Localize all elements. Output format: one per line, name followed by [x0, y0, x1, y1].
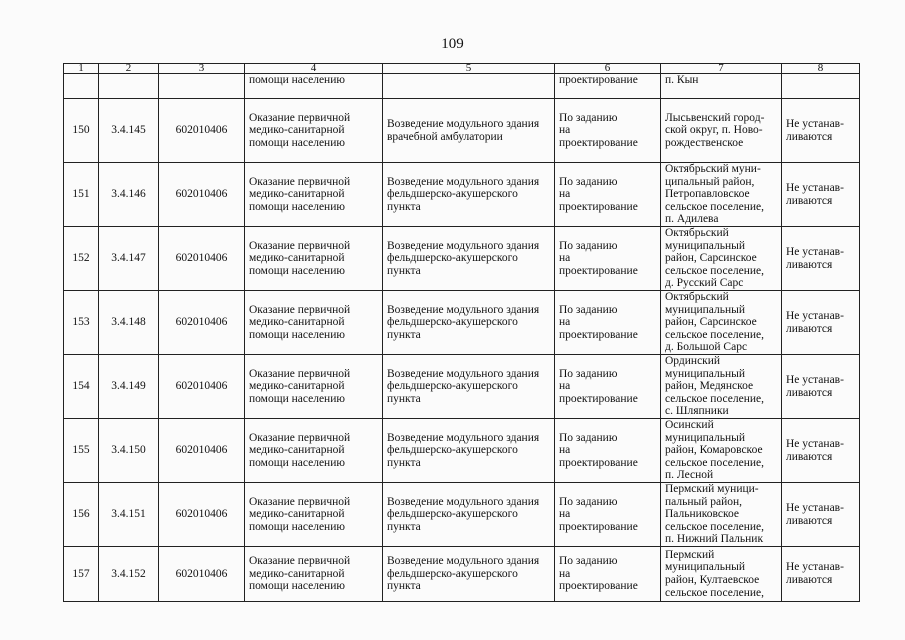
service-cell: помощи населению [245, 74, 383, 99]
location-line: сельское поселение, [665, 520, 764, 533]
action-line: Возведение модульного здания [387, 303, 540, 316]
action-cell [383, 547, 555, 602]
table-row [64, 99, 860, 163]
column-header: 1 [64, 64, 99, 74]
table-row [64, 291, 860, 355]
location-line: район, Сарсинское [665, 252, 757, 265]
location-line: д. Русский Сарс [665, 277, 744, 290]
classifier-code-cell: 602010406 [159, 355, 245, 419]
service-cell [245, 547, 383, 602]
action-line: фельдшерско-акушерского [387, 567, 518, 580]
row-number-cell: 150 [64, 99, 99, 163]
deadline-cell [555, 99, 661, 163]
location-cell [661, 227, 782, 291]
deadline-line: По заданию [559, 175, 618, 188]
action-line: фельдшерско-акушерского [387, 444, 518, 457]
deadline-line: на [559, 567, 571, 580]
row-number-cell: 152 [64, 227, 99, 291]
deadline-cell [555, 163, 661, 227]
location-line: Лысьвенский город- [665, 111, 765, 124]
deadline-line: на [559, 380, 571, 393]
action-line: пункта [387, 264, 421, 277]
row-number-cell: 156 [64, 483, 99, 547]
location-line: сельское поселение, [665, 328, 764, 341]
column-header: 7 [661, 64, 782, 74]
location-line: муниципальный [665, 239, 746, 252]
location-line: п. Адилева [665, 213, 719, 226]
note-line: Не устанав- [786, 309, 844, 322]
location-line: сельское поселение, [665, 586, 764, 599]
service-cell [245, 163, 383, 227]
note-cell [782, 419, 860, 483]
service-line: медико-санитарной [249, 124, 345, 137]
classifier-code-cell: 602010406 [159, 99, 245, 163]
deadline-line: на [559, 124, 571, 137]
table-row [64, 355, 860, 419]
table-row [64, 227, 860, 291]
service-line: Оказание первичной [249, 175, 351, 188]
note-line: ливаются [786, 258, 833, 271]
action-line: Возведение модульного здания [387, 239, 540, 252]
note-cell [782, 99, 860, 163]
service-line: Оказание первичной [249, 111, 351, 124]
deadline-line: проектирование [559, 520, 638, 533]
action-line: фельдшерско-акушерского [387, 188, 518, 201]
location-cell [661, 547, 782, 602]
note-line: Не устанав- [786, 561, 844, 574]
action-cell [383, 355, 555, 419]
item-code-cell: 3.4.151 [99, 483, 159, 547]
action-line: пункта [387, 200, 421, 213]
deadline-line: По заданию [559, 431, 618, 444]
action-line: пункта [387, 520, 421, 533]
location-line: Петропавловское [665, 188, 750, 201]
service-line: Оказание первичной [249, 431, 351, 444]
item-code-cell: 3.4.145 [99, 99, 159, 163]
row-number-cell: 155 [64, 419, 99, 483]
service-line: помощи населению [249, 264, 345, 277]
deadline-line: на [559, 252, 571, 265]
location-line: район, Култаевское [665, 574, 760, 586]
action-line: Возведение модульного здания [387, 367, 540, 380]
action-line: пункта [387, 392, 421, 405]
location-line: Октябрьский [665, 291, 729, 304]
deadline-line: По заданию [559, 555, 618, 568]
deadline-cell [555, 291, 661, 355]
deadline-line: проектирование [559, 200, 638, 213]
service-cell [245, 355, 383, 419]
location-line: сельское поселение, [665, 456, 764, 469]
table-row [64, 483, 860, 547]
service-cell [245, 291, 383, 355]
item-code-cell: 3.4.147 [99, 227, 159, 291]
note-cell [782, 291, 860, 355]
location-line: Октябрьский [665, 227, 729, 240]
location-line: Пермский [665, 548, 715, 561]
note-line: Не устанав- [786, 117, 844, 130]
deadline-cell [555, 547, 661, 602]
action-line: Возведение модульного здания [387, 431, 540, 444]
service-line: медико-санитарной [249, 444, 345, 457]
location-line: пальный район, [665, 495, 743, 508]
service-line: медико-санитарной [249, 188, 345, 201]
continuation-row [64, 74, 860, 99]
item-code-cell: 3.4.150 [99, 419, 159, 483]
deadline-line: По заданию [559, 303, 618, 316]
location-line: рождественское [665, 136, 744, 149]
note-line: Не устанав- [786, 501, 844, 514]
column-header: 6 [555, 64, 661, 74]
action-line: Возведение модульного здания [387, 555, 540, 568]
note-line: Не устанав- [786, 373, 844, 386]
location-line: Ординский [665, 355, 721, 368]
deadline-cell [555, 355, 661, 419]
location-line: муниципальный [665, 431, 746, 444]
action-line: фельдшерско-акушерского [387, 252, 518, 265]
service-line: помощи населению [249, 520, 345, 533]
deadline-line: По заданию [559, 367, 618, 380]
note-line: ливаются [786, 386, 833, 399]
location-line: муниципальный [665, 367, 746, 380]
deadline-line: По заданию [559, 239, 618, 252]
deadline-cell [555, 227, 661, 291]
location-line: п. Лесной [665, 469, 714, 482]
classifier-code-cell: 602010406 [159, 547, 245, 602]
location-line: с. Шляпники [665, 405, 729, 418]
service-line: медико-санитарной [249, 252, 345, 265]
deadline-line: на [559, 188, 571, 201]
deadline-line: проектирование [559, 580, 638, 593]
table-row [64, 163, 860, 227]
location-line: ской округ, п. Ново- [665, 124, 763, 137]
service-line: помощи населению [249, 200, 345, 213]
service-line: Оказание первичной [249, 555, 351, 568]
location-cell [661, 163, 782, 227]
note-line: ливаются [786, 450, 833, 463]
service-line: медико-санитарной [249, 316, 345, 329]
action-cell [383, 419, 555, 483]
classifier-code-cell: 602010406 [159, 483, 245, 547]
action-cell [383, 483, 555, 547]
location-line: п. Нижний Пальник [665, 533, 764, 546]
classifier-code-cell: 602010406 [159, 291, 245, 355]
column-header: 5 [383, 64, 555, 74]
service-cell [245, 99, 383, 163]
location-line: сельское поселение, [665, 200, 764, 213]
registry-table [63, 63, 860, 602]
deadline-cell: проектирование [555, 74, 661, 99]
column-header: 4 [245, 64, 383, 74]
classifier-code-cell: 602010406 [159, 227, 245, 291]
location-line: район, Медянское [665, 380, 754, 393]
service-cell [245, 419, 383, 483]
deadline-line: на [559, 316, 571, 329]
note-line: Не устанав- [786, 245, 844, 258]
action-cell [383, 99, 555, 163]
deadline-line: проектирование [559, 328, 638, 341]
service-line: Оказание первичной [249, 303, 351, 316]
note-cell [782, 483, 860, 547]
service-line: помощи населению [249, 456, 345, 469]
action-line: пункта [387, 580, 421, 593]
location-cell [661, 291, 782, 355]
action-line: фельдшерско-акушерского [387, 380, 518, 393]
note-cell [782, 227, 860, 291]
service-line: медико-санитарной [249, 567, 345, 580]
note-cell [782, 547, 860, 602]
action-cell [383, 291, 555, 355]
item-code-cell: 3.4.152 [99, 547, 159, 602]
service-line: Оказание первичной [249, 367, 351, 380]
note-line: Не устанав- [786, 437, 844, 450]
service-line: помощи населению [249, 580, 345, 593]
item-code-cell: 3.4.146 [99, 163, 159, 227]
action-line: врачебной амбулатории [387, 130, 503, 143]
note-line: ливаются [786, 514, 833, 527]
location-cell [661, 419, 782, 483]
note-cell [782, 163, 860, 227]
location-line: д. Большой Сарс [665, 341, 748, 354]
deadline-line: По заданию [559, 495, 618, 508]
location-cell [661, 483, 782, 547]
deadline-cell [555, 419, 661, 483]
deadline-line: проектирование [559, 392, 638, 405]
deadline-line: на [559, 444, 571, 457]
action-cell [383, 227, 555, 291]
note-line: ливаются [786, 194, 833, 207]
location-cell [661, 355, 782, 419]
column-header: 8 [782, 64, 860, 74]
note-line: ливаются [786, 574, 833, 586]
item-code-cell: 3.4.148 [99, 291, 159, 355]
location-cell [661, 99, 782, 163]
row-number-cell: 153 [64, 291, 99, 355]
column-header: 2 [99, 64, 159, 74]
service-cell [245, 227, 383, 291]
note-line: Не устанав- [786, 181, 844, 194]
row-number-cell: 151 [64, 163, 99, 227]
item-code-cell: 3.4.149 [99, 355, 159, 419]
action-line: фельдшерско-акушерского [387, 508, 518, 521]
location-line: муниципальный [665, 561, 746, 574]
deadline-line: проектирование [559, 456, 638, 469]
location-line: район, Сарсинское [665, 316, 757, 329]
location-line: Пальниковское [665, 508, 740, 521]
deadline-line: на [559, 508, 571, 521]
column-number-row [64, 64, 860, 74]
action-cell [383, 163, 555, 227]
location-line: сельское поселение, [665, 264, 764, 277]
service-line: Оказание первичной [249, 239, 351, 252]
service-line: Оказание первичной [249, 495, 351, 508]
action-line: пункта [387, 328, 421, 341]
location-line: Октябрьский муни- [665, 163, 761, 176]
note-line: ливаются [786, 130, 833, 143]
page-number: 109 [441, 36, 464, 52]
note-cell [782, 355, 860, 419]
action-line: Возведение модульного здания [387, 175, 540, 188]
classifier-code-cell: 602010406 [159, 419, 245, 483]
deadline-line: проектирование [559, 264, 638, 277]
service-line: медико-санитарной [249, 380, 345, 393]
row-number-cell: 154 [64, 355, 99, 419]
action-line: пункта [387, 456, 421, 469]
action-line: Возведение модульного здания [387, 495, 540, 508]
note-line: ливаются [786, 322, 833, 335]
location-line: сельское поселение, [665, 392, 764, 405]
action-line: фельдшерско-акушерского [387, 316, 518, 329]
location-line: Пермский муници- [665, 483, 759, 496]
service-line: помощи населению [249, 392, 345, 405]
row-number-cell: 157 [64, 547, 99, 602]
deadline-line: проектирование [559, 136, 638, 149]
classifier-code-cell: 602010406 [159, 163, 245, 227]
location-line: муниципальный [665, 303, 746, 316]
service-line: медико-санитарной [249, 508, 345, 521]
location-line: район, Комаровское [665, 444, 763, 457]
service-line: помощи населению [249, 136, 345, 149]
service-line: помощи населению [249, 328, 345, 341]
deadline-line: По заданию [559, 111, 618, 124]
deadline-cell [555, 483, 661, 547]
service-cell [245, 483, 383, 547]
column-header: 3 [159, 64, 245, 74]
table-row [64, 547, 860, 602]
location-cell: п. Кын [661, 74, 782, 99]
table-row [64, 419, 860, 483]
location-line: ципальный район, [665, 175, 755, 188]
action-line: Возведение модульного здания [387, 117, 540, 130]
location-line: Осинский [665, 419, 714, 432]
